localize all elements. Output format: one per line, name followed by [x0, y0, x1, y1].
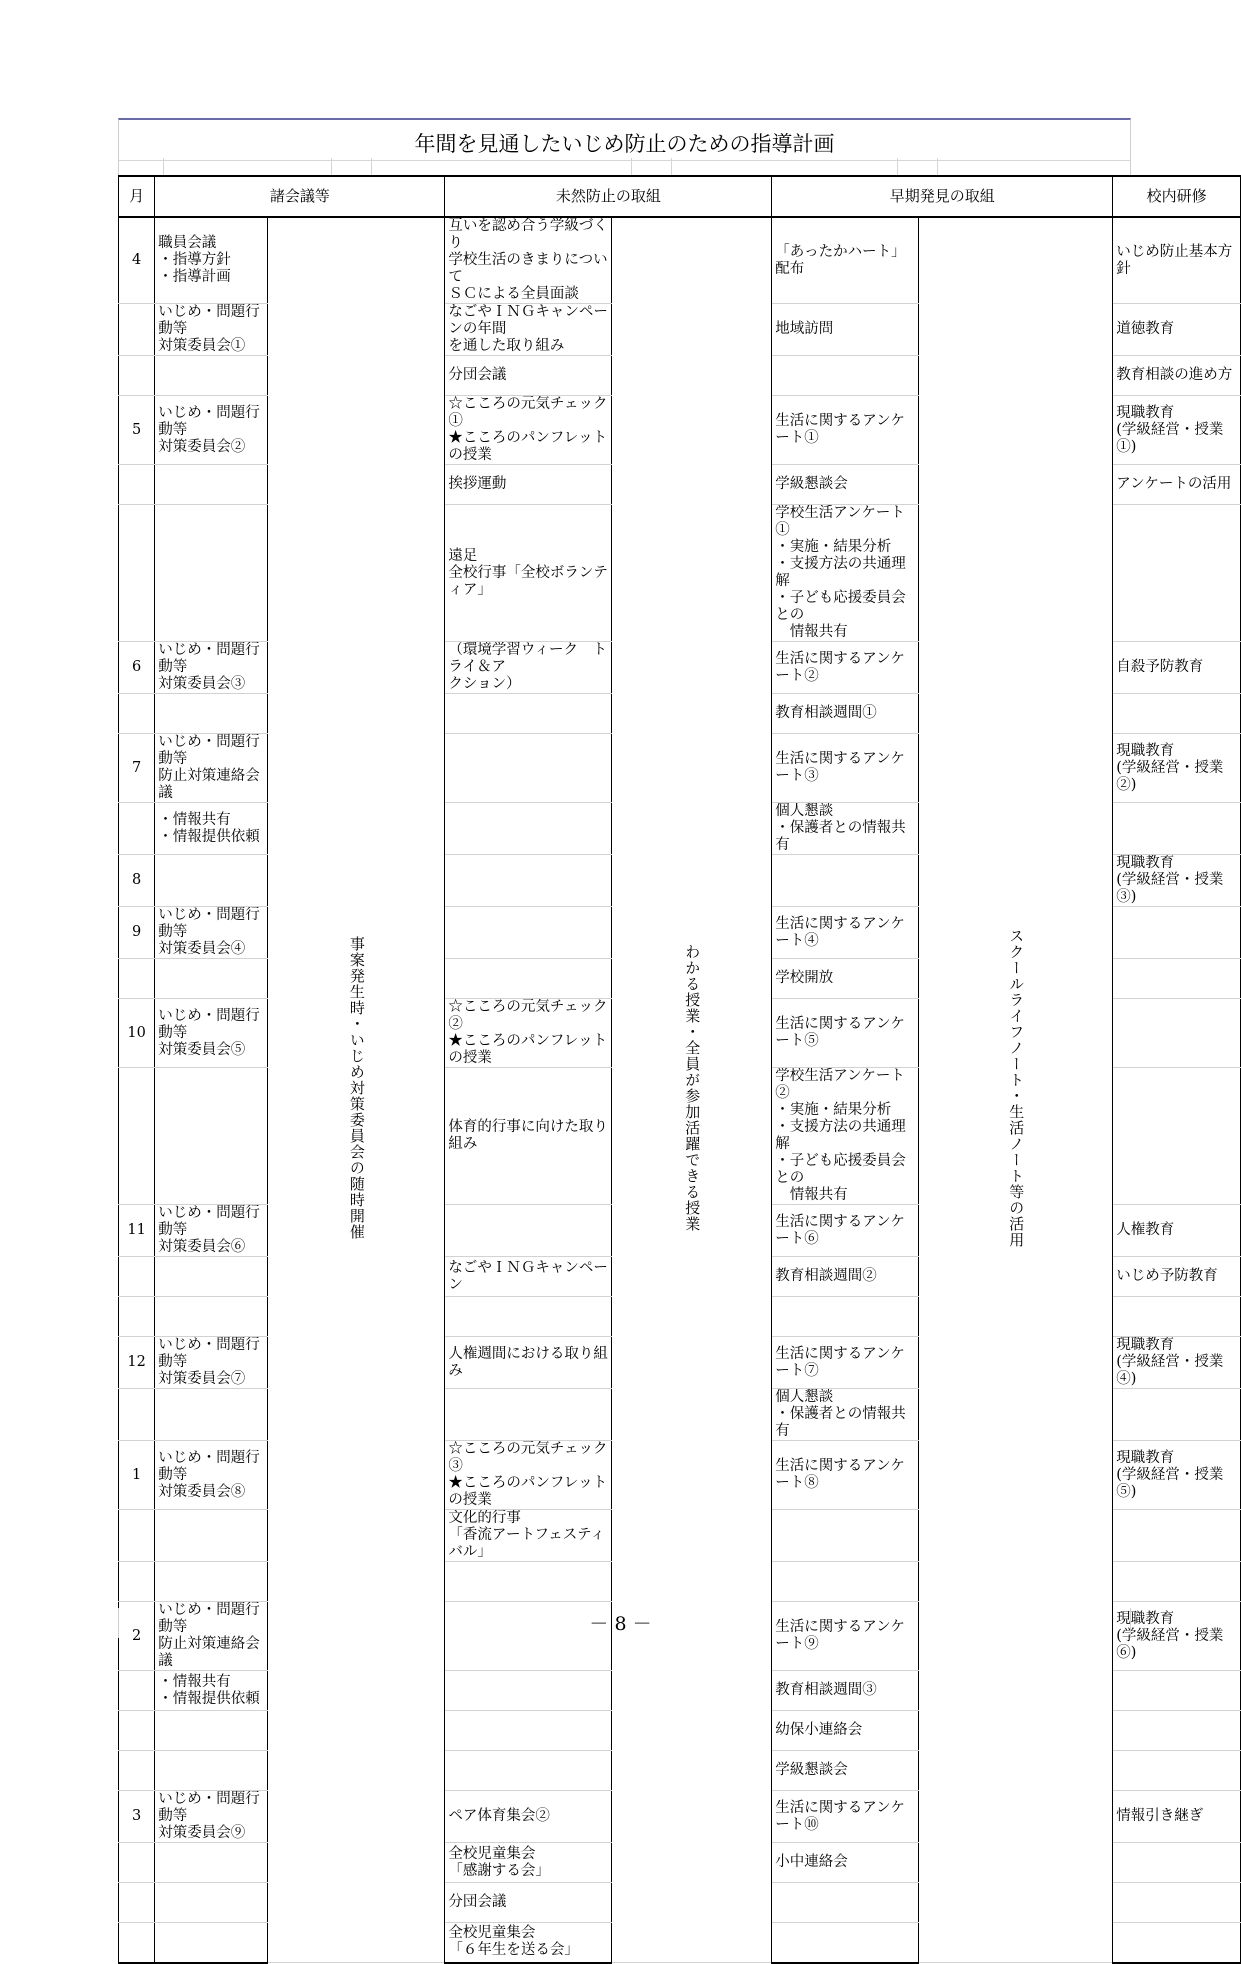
detection-cell: [772, 855, 919, 907]
header-training: 校内研修: [1113, 176, 1241, 217]
detection-cell: [772, 1068, 919, 1205]
detection-cell-text: 生活に関するアンケート⑨: [775, 1619, 905, 1652]
month-cell: [119, 1671, 155, 1711]
training-cell: [1113, 999, 1241, 1068]
prevention-cell-text: 人権週間における取り組み: [448, 1345, 608, 1379]
meetings-vertical-note: [268, 217, 445, 1963]
training-cell: [1113, 1671, 1241, 1711]
prevention-cell-text: 全校児童集会 「感謝する会」: [448, 1845, 550, 1879]
prevention-cell: [445, 1441, 612, 1510]
prevention-cell-text: 文化的行事 「香流アートフェスティバル」: [448, 1510, 605, 1560]
prevention-cell: [445, 694, 612, 734]
meeting-cell-text: いじめ・問題行動等 対策委員会③: [158, 642, 260, 692]
detection-cell: [772, 1510, 919, 1562]
prevention-cell: [445, 999, 612, 1068]
meeting-cell: [155, 803, 268, 855]
meeting-cell: [155, 1205, 268, 1257]
detection-cell-text: 生活に関するアンケート④: [775, 915, 905, 949]
prevention-cell: [445, 1883, 612, 1923]
training-cell: [1113, 1923, 1241, 1963]
month-cell: [119, 907, 155, 959]
prevention-cell-text: ☆こころの元気チェック② ★こころのパンフレットの授業: [448, 999, 608, 1066]
meeting-cell: [155, 959, 268, 999]
training-cell-text: 自殺予防教育: [1116, 659, 1204, 675]
month-cell: [119, 465, 155, 505]
meeting-cell: [155, 734, 268, 803]
prevention-cell-text: 分団会議: [448, 367, 507, 383]
detection-cell-text: 生活に関するアンケート⑦: [775, 1345, 905, 1379]
prevention-cell: [445, 1791, 612, 1843]
training-cell: [1113, 1068, 1241, 1205]
meeting-cell-text: いじめ・問題行動等 対策委員会②: [158, 404, 260, 455]
detection-cell-text: 教育相談週間①: [775, 705, 877, 721]
training-cell: [1113, 304, 1241, 356]
detection-cell-text: 学校生活アンケート① ・実施・結果分析 ・支援方法の共通理解 ・子ども応援委員会との 情報共有: [775, 505, 906, 640]
detection-cell-text: 生活に関するアンケート①: [775, 413, 905, 446]
training-cell: [1113, 1441, 1241, 1510]
training-cell: [1113, 396, 1241, 465]
training-cell: [1113, 734, 1241, 803]
detection-cell-text: 学級懇談会: [775, 1762, 848, 1778]
detection-vertical-note-text: スクールライフノート・生活ノート等の活用: [1007, 927, 1026, 1248]
meeting-cell: [155, 642, 268, 694]
training-cell-text: アンケートの活用: [1116, 476, 1232, 492]
training-cell-text: 現職教育 (学級経営・授業③): [1116, 855, 1224, 905]
month-cell: [119, 1510, 155, 1562]
detection-cell-text: 生活に関するアンケート⑧: [775, 1458, 905, 1491]
page-title: 年間を見通したいじめ防止のための指導計画: [414, 132, 835, 156]
month-cell: [119, 1923, 155, 1963]
detection-cell-text: 生活に関するアンケート⑤: [775, 1016, 905, 1049]
training-cell-text: 現職教育 (学級経営・授業①): [1116, 404, 1224, 455]
meeting-cell-text: ・情報共有 ・情報提供依頼: [158, 1673, 260, 1707]
month-cell-text: 3: [132, 1808, 142, 1824]
detection-cell-text: 地域訪問: [775, 321, 834, 337]
month-cell: [119, 1843, 155, 1883]
month-cell: [119, 1257, 155, 1297]
training-cell: [1113, 642, 1241, 694]
prevention-cell: [445, 1711, 612, 1751]
page-number: － 8 －: [589, 1613, 652, 1635]
training-cell-text: いじめ予防教育: [1116, 1268, 1218, 1284]
meeting-cell: [155, 1883, 268, 1923]
detection-cell: [772, 642, 919, 694]
detection-cell: [772, 1843, 919, 1883]
detection-cell: [772, 304, 919, 356]
prevention-cell: [445, 356, 612, 396]
meeting-cell: [155, 1337, 268, 1389]
prevention-cell: [445, 855, 612, 907]
training-cell-text: 人権教育: [1116, 1222, 1175, 1238]
meeting-cell: [155, 1068, 268, 1205]
prevention-cell-text: 分団会議: [448, 1894, 507, 1910]
meeting-cell-text: いじめ・問題行動等 防止対策連絡会議: [158, 1602, 260, 1669]
detection-cell-text: 個人懇談 ・保護者との情報共有: [775, 803, 906, 853]
prevention-cell: [445, 1510, 612, 1562]
detection-cell: [772, 1337, 919, 1389]
month-cell: [119, 855, 155, 907]
meeting-cell: [155, 1751, 268, 1791]
meeting-cell: [155, 1510, 268, 1562]
prevention-cell-text: なごやＩＮＧキャンペーンの年間 を通した取り組み: [448, 304, 608, 354]
prevention-cell: [445, 465, 612, 505]
meeting-cell: [155, 1441, 268, 1510]
prevention-cell: [445, 217, 612, 304]
prevention-cell: [445, 642, 612, 694]
detection-cell-text: 学級懇談会: [775, 476, 848, 492]
meeting-cell-text: いじめ・問題行動等 防止対策連絡会議: [158, 734, 260, 801]
month-cell: [119, 1068, 155, 1205]
month-cell: [119, 803, 155, 855]
spacer-divider: [671, 158, 672, 175]
training-cell: [1113, 1562, 1241, 1602]
meeting-cell-text: ・情報共有 ・情報提供依頼: [158, 811, 260, 845]
training-cell-text: 道徳教育: [1116, 321, 1175, 337]
training-cell-text: 教育相談の進め方: [1116, 367, 1233, 383]
month-cell: [119, 959, 155, 999]
prevention-cell-text: ☆こころの元気チェック③ ★こころのパンフレットの授業: [448, 1441, 608, 1508]
month-cell: [119, 694, 155, 734]
month-cell-text: 10: [127, 1024, 146, 1041]
prevention-cell: [445, 907, 612, 959]
prevention-cell: [445, 959, 612, 999]
month-cell: [119, 304, 155, 356]
detection-cell: [772, 1791, 919, 1843]
training-cell: [1113, 1297, 1241, 1337]
detection-cell: [772, 1923, 919, 1963]
detection-cell: [772, 803, 919, 855]
prevention-cell-text: ペア体育集会②: [448, 1808, 550, 1824]
detection-cell-text: 学校生活アンケート② ・実施・結果分析 ・支援方法の共通理解 ・子ども応援委員会との 情報共有: [775, 1068, 906, 1203]
meeting-cell: [155, 1297, 268, 1337]
detection-cell: [772, 959, 919, 999]
training-cell: [1113, 1389, 1241, 1441]
meeting-cell: [155, 1791, 268, 1843]
detection-cell: [772, 694, 919, 734]
training-cell-text: 現職教育 (学級経営・授業⑥): [1116, 1610, 1224, 1661]
detection-cell: [772, 396, 919, 465]
detection-cell-text: 個人懇談 ・保護者との情報共有: [775, 1389, 906, 1439]
month-cell-text: 9: [132, 924, 142, 940]
meeting-cell: [155, 1843, 268, 1883]
header-month: 月: [119, 176, 155, 217]
detection-cell-text: 学校開放: [775, 970, 834, 986]
prevention-cell: [445, 1337, 612, 1389]
prevention-cell: [445, 1751, 612, 1791]
detection-cell-text: 教育相談週間②: [775, 1268, 877, 1284]
meeting-cell: [155, 217, 268, 304]
meeting-cell-text: いじめ・問題行動等 対策委員会⑥: [158, 1205, 260, 1255]
meeting-cell-text: いじめ・問題行動等 対策委員会⑦: [158, 1337, 260, 1387]
prevention-cell-text: 全校児童集会 「６年生を送る会」: [448, 1925, 579, 1959]
header-early-detection: 早期発見の取組: [772, 176, 1113, 217]
training-cell: [1113, 356, 1241, 396]
month-cell: [119, 396, 155, 465]
detection-cell: [772, 356, 919, 396]
month-cell-text: 12: [127, 1354, 146, 1370]
month-cell: [119, 1205, 155, 1257]
header-prevention: 未然防止の取組: [445, 176, 772, 217]
month-cell: [119, 642, 155, 694]
detection-cell: [772, 1751, 919, 1791]
meetings-vertical-note-text: 事案発生時・いじめ対策委員会の随時開催: [347, 935, 366, 1240]
spacer-divider: [937, 158, 938, 175]
detection-cell: [772, 1883, 919, 1923]
training-cell: [1113, 1257, 1241, 1297]
detection-cell: [772, 1389, 919, 1441]
month-cell: [119, 1441, 155, 1510]
meeting-cell: [155, 855, 268, 907]
meeting-cell-text: いじめ・問題行動等 対策委員会④: [158, 907, 260, 957]
training-cell-text: 現職教育 (学級経営・授業⑤): [1116, 1449, 1224, 1500]
detection-cell: [772, 1297, 919, 1337]
meeting-cell: [155, 1562, 268, 1602]
training-cell: [1113, 959, 1241, 999]
meeting-cell: [155, 1389, 268, 1441]
month-cell: [119, 1337, 155, 1389]
training-cell: [1113, 1711, 1241, 1751]
header-meetings: 諸会議等: [155, 176, 445, 217]
training-cell: [1113, 1883, 1241, 1923]
training-cell: [1113, 803, 1241, 855]
training-cell-text: いじめ防止基本方針: [1116, 243, 1233, 277]
month-cell-text: 5: [132, 421, 142, 438]
month-cell: [119, 999, 155, 1068]
training-cell: [1113, 1751, 1241, 1791]
detection-cell: [772, 1441, 919, 1510]
prevention-cell: [445, 505, 612, 642]
spacer-divider: [371, 158, 372, 175]
month-cell: [119, 734, 155, 803]
month-cell-text: 1: [132, 1466, 142, 1483]
meeting-cell: [155, 396, 268, 465]
spacer-row: [118, 158, 1131, 175]
training-cell: [1113, 694, 1241, 734]
training-cell: [1113, 505, 1241, 642]
month-cell: [119, 1791, 155, 1843]
detection-cell: [772, 465, 919, 505]
meeting-cell: [155, 465, 268, 505]
table-row: [119, 217, 1241, 304]
detection-cell-text: 生活に関するアンケート⑥: [775, 1213, 905, 1247]
month-cell: [119, 1751, 155, 1791]
prevention-cell: [445, 1562, 612, 1602]
prevention-vertical-note-text: わかる授業・全員が参加活躍できる授業: [683, 943, 702, 1232]
detection-vertical-note: [919, 217, 1113, 1963]
meeting-cell: [155, 304, 268, 356]
month-cell: [119, 356, 155, 396]
prevention-cell-text: 体育的行事に向けた取り組み: [448, 1119, 608, 1152]
prevention-cell: [445, 1671, 612, 1711]
detection-cell: [772, 907, 919, 959]
meeting-cell: [155, 1923, 268, 1963]
prevention-cell: [445, 396, 612, 465]
detection-cell: [772, 1257, 919, 1297]
month-cell: [119, 1389, 155, 1441]
plan-table: [118, 175, 1241, 1964]
detection-cell: [772, 1562, 919, 1602]
meeting-cell-text: いじめ・問題行動等 対策委員会⑤: [158, 1007, 260, 1058]
spacer-divider: [897, 158, 898, 175]
meeting-cell: [155, 1711, 268, 1751]
prevention-cell: [445, 1923, 612, 1963]
detection-cell: [772, 1205, 919, 1257]
meeting-cell: [155, 694, 268, 734]
prevention-cell-text: 互いを認め合う学級づくり 学校生活のきまりについて ＳＣによる全員面談: [448, 218, 608, 302]
month-cell: [119, 1562, 155, 1602]
meeting-cell-text: いじめ・問題行動等 対策委員会⑧: [158, 1449, 260, 1500]
training-cell-text: 現職教育 (学級経営・授業②): [1116, 742, 1224, 793]
month-cell-text: 8: [132, 872, 142, 888]
training-cell-text: 情報引き継ぎ: [1116, 1808, 1204, 1824]
detection-cell: [772, 1711, 919, 1751]
meeting-cell: [155, 1257, 268, 1297]
prevention-vertical-note: [612, 217, 772, 1963]
detection-cell: [772, 217, 919, 304]
detection-cell-text: 小中連絡会: [775, 1854, 848, 1870]
detection-cell: [772, 505, 919, 642]
meeting-cell: [155, 1671, 268, 1711]
detection-cell-text: 生活に関するアンケート⑩: [775, 1799, 905, 1833]
prevention-cell: [445, 1389, 612, 1441]
meeting-cell: [155, 505, 268, 642]
month-cell-text: 11: [127, 1222, 146, 1238]
prevention-cell: [445, 1297, 612, 1337]
training-cell: [1113, 465, 1241, 505]
month-cell-text: 2: [132, 1627, 142, 1644]
prevention-cell: [445, 304, 612, 356]
meeting-cell: [155, 356, 268, 396]
detection-cell: [772, 999, 919, 1068]
month-cell: [119, 1297, 155, 1337]
detection-cell: [772, 734, 919, 803]
prevention-cell: [445, 1843, 612, 1883]
prevention-cell-text: なごやＩＮＧキャンペーン: [448, 1259, 608, 1293]
detection-cell-text: 幼保小連絡会: [775, 1722, 863, 1738]
detection-cell: [772, 1671, 919, 1711]
detection-cell-text: 教育相談週間③: [775, 1682, 877, 1698]
prevention-cell-text: 遠足 全校行事「全校ボランティア」: [448, 547, 608, 598]
title-area: [118, 118, 1131, 161]
training-cell: [1113, 907, 1241, 959]
training-cell: [1113, 1205, 1241, 1257]
prevention-cell-text: （環境学習ウィーク トライ＆ア クション）: [448, 642, 608, 692]
detection-cell-text: 「あったかハート」配布: [775, 243, 906, 277]
detection-cell-text: 生活に関するアンケート③: [775, 751, 905, 784]
month-cell-text: 7: [132, 759, 142, 776]
training-cell-text: 現職教育 (学級経営・授業④): [1116, 1337, 1224, 1387]
month-cell-text: 6: [132, 659, 142, 675]
meeting-cell: [155, 907, 268, 959]
training-cell: [1113, 1337, 1241, 1389]
meeting-cell-text: いじめ・問題行動等 対策委員会⑨: [158, 1791, 260, 1841]
meeting-cell-text: いじめ・問題行動等 対策委員会①: [158, 304, 260, 354]
training-cell: [1113, 1510, 1241, 1562]
training-cell: [1113, 1843, 1241, 1883]
header-row: [119, 176, 1241, 217]
training-cell: [1113, 855, 1241, 907]
plan-body: [119, 217, 1241, 1963]
month-cell: [119, 1711, 155, 1751]
prevention-cell-text: 挨拶運動: [448, 476, 507, 492]
month-cell: [119, 1883, 155, 1923]
month-cell: [119, 217, 155, 304]
training-cell: [1113, 217, 1241, 304]
month-cell: [119, 505, 155, 642]
meeting-cell: [155, 999, 268, 1068]
prevention-cell-text: ☆こころの元気チェック① ★こころのパンフレットの授業: [448, 396, 608, 463]
month-cell-text: 4: [132, 252, 142, 268]
training-cell: [1113, 1791, 1241, 1843]
prevention-cell: [445, 803, 612, 855]
prevention-cell: [445, 1205, 612, 1257]
detection-cell-text: 生活に関するアンケート②: [775, 650, 905, 684]
spacer-divider: [631, 158, 632, 175]
spacer-divider: [163, 158, 164, 175]
prevention-cell: [445, 1257, 612, 1297]
prevention-cell: [445, 734, 612, 803]
prevention-cell: [445, 1068, 612, 1205]
meeting-cell-text: 職員会議 ・指導方針 ・指導計画: [158, 235, 231, 285]
spacer-divider: [331, 158, 332, 175]
